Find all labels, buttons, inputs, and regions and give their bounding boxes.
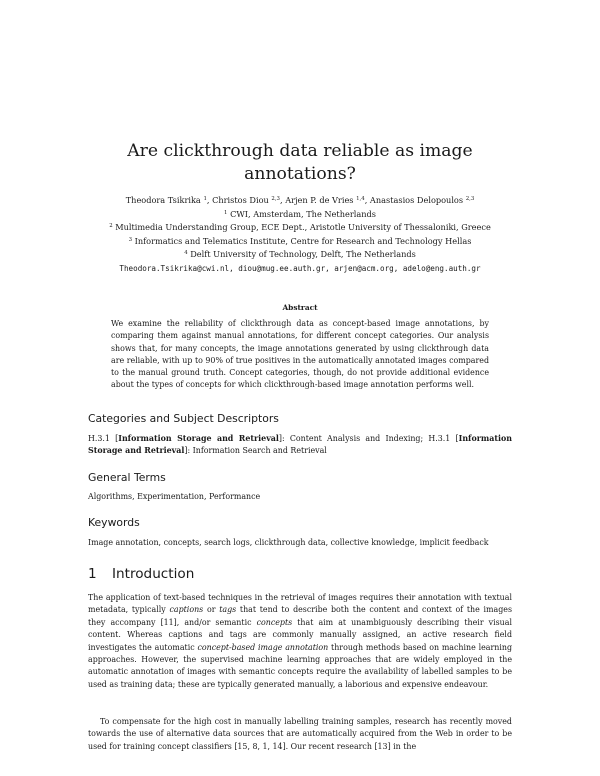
section-title: Introduction: [112, 566, 195, 582]
affiliation-marker: 1: [224, 209, 228, 216]
author-list: Theodora Tsikrika $^1$, Christos Diou $^{2,3}$, Arjen P. de Vries $^{1,4}$, Anastasios Delopoulos $^{2,3}$: [125, 195, 475, 205]
affiliation-text: Informatics and Telematics Institute, Centre for Research and Technology Hellas: [134, 235, 472, 246]
author-name: Arjen P. de Vries: [285, 195, 354, 205]
general-terms-text: Algorithms, Experimentation, Performance: [88, 492, 261, 501]
emphasis-text: concept-based image annotation: [197, 642, 329, 652]
categories-text: [88, 433, 512, 458]
affiliation-text: Multimedia Understanding Group, ECE Dept., Aristotle University of Thessaloniki, Greece: [115, 222, 491, 233]
introduction-paragraph-1: [88, 592, 512, 691]
category-text: ]: Information Search and Retrieval: [184, 446, 327, 456]
affiliation-text: Delft University of Technology, Delft, The Netherlands: [190, 249, 416, 260]
paragraph-text: The application of text-based techniques in the retrieval of images requires their annotation with textual metadata, typically: [88, 593, 512, 615]
author-name: Theodora Tsikrika: [125, 195, 201, 205]
author-affiliation-marker: 2,3: [271, 196, 280, 202]
emphasis-text: captions: [169, 605, 204, 615]
paragraph-text: through methods based on machine learning approaches. However, the supervised machine learning approaches that are widely employed in the automatic annotation of images with semantic concepts require the availability of labelled samples to be used as training data; these are typically generated manually, a laborious and expensive endeavour.: [88, 642, 512, 689]
affiliation-marker: 2: [109, 223, 113, 230]
emphasis-text: concepts: [256, 617, 293, 627]
category-text: ]: Content Analysis and Indexing; H.3.1 [: [278, 434, 459, 443]
affiliation: [70, 235, 530, 249]
author-affiliation-marker: 1,4: [356, 196, 365, 202]
category-code: H.3.1 [: [88, 434, 119, 443]
author-name: Christos Diou: [212, 195, 269, 205]
categories-heading: Categories and Subject Descriptors: [88, 412, 279, 425]
author-block: [70, 194, 530, 276]
affiliation: [70, 208, 530, 222]
keywords-heading: Keywords: [88, 516, 140, 529]
author-affiliation-marker: 1: [203, 196, 207, 202]
affiliation: [70, 248, 530, 262]
introduction-heading: [88, 566, 194, 582]
affiliation-marker: 3: [128, 236, 132, 243]
keywords-text: Image annotation, concepts, search logs, clickthrough data, collective knowledge, implicit feedback: [88, 538, 489, 547]
author-emails: Theodora.Tsikrika@cwi.nl, diou@mug.ee.auth.gr, arjen@acm.org, adelo@eng.auth.gr: [119, 263, 481, 273]
emphasis-text: tags: [219, 605, 237, 615]
category-bold: Information Storage and Retrieval: [118, 434, 279, 443]
general-terms-heading: General Terms: [88, 471, 166, 484]
paragraph-text: or: [203, 605, 220, 615]
paragraph-text: that aim at unambiguously describing their visual content. Whereas captions and tags are commonly manually assigned, an active research field investigates the automatic: [88, 617, 512, 652]
affiliation-text: CWI, Amsterdam, The Netherlands: [230, 208, 376, 219]
author-name: Anastasios Delopoulos: [369, 195, 464, 205]
paragraph-text: that tend to describe both the content and context of the images they accompany [11], and/or semantic: [88, 605, 512, 627]
section-number: 1: [88, 566, 97, 582]
affiliation-marker: 4: [184, 250, 188, 257]
introduction-paragraph-2: To compensate for the high cost in manually labelling training samples, research has recently moved towards the use of alternative data sources that are automatically acquired from the Web in order to be used for training concept classifiers [15, 8, 1, 14]. Our recent research [13] in the: [88, 717, 512, 751]
abstract-heading: Abstract: [282, 303, 318, 312]
author-affiliation-marker: 2,3: [465, 196, 475, 202]
paper-title: Are clickthrough data reliable as image annotations?: [127, 141, 473, 184]
category-bold: Information Storage and Retrieval: [88, 434, 512, 456]
affiliation: [70, 221, 530, 235]
abstract-text: We examine the reliability of clickthrough data as concept-based image annotations, by comparing them against manual annotations, for different concept categories. Our analysis shows that, for many concepts, the image annotations generated by using clickthrough data are reliable, with up to 90% of true positives in the automatically annotated images compared to the manual ground truth. Concept categories, though, do not provide additional evidence about the types of concepts for which clickthrough-based image annotation performs well.: [111, 319, 489, 390]
